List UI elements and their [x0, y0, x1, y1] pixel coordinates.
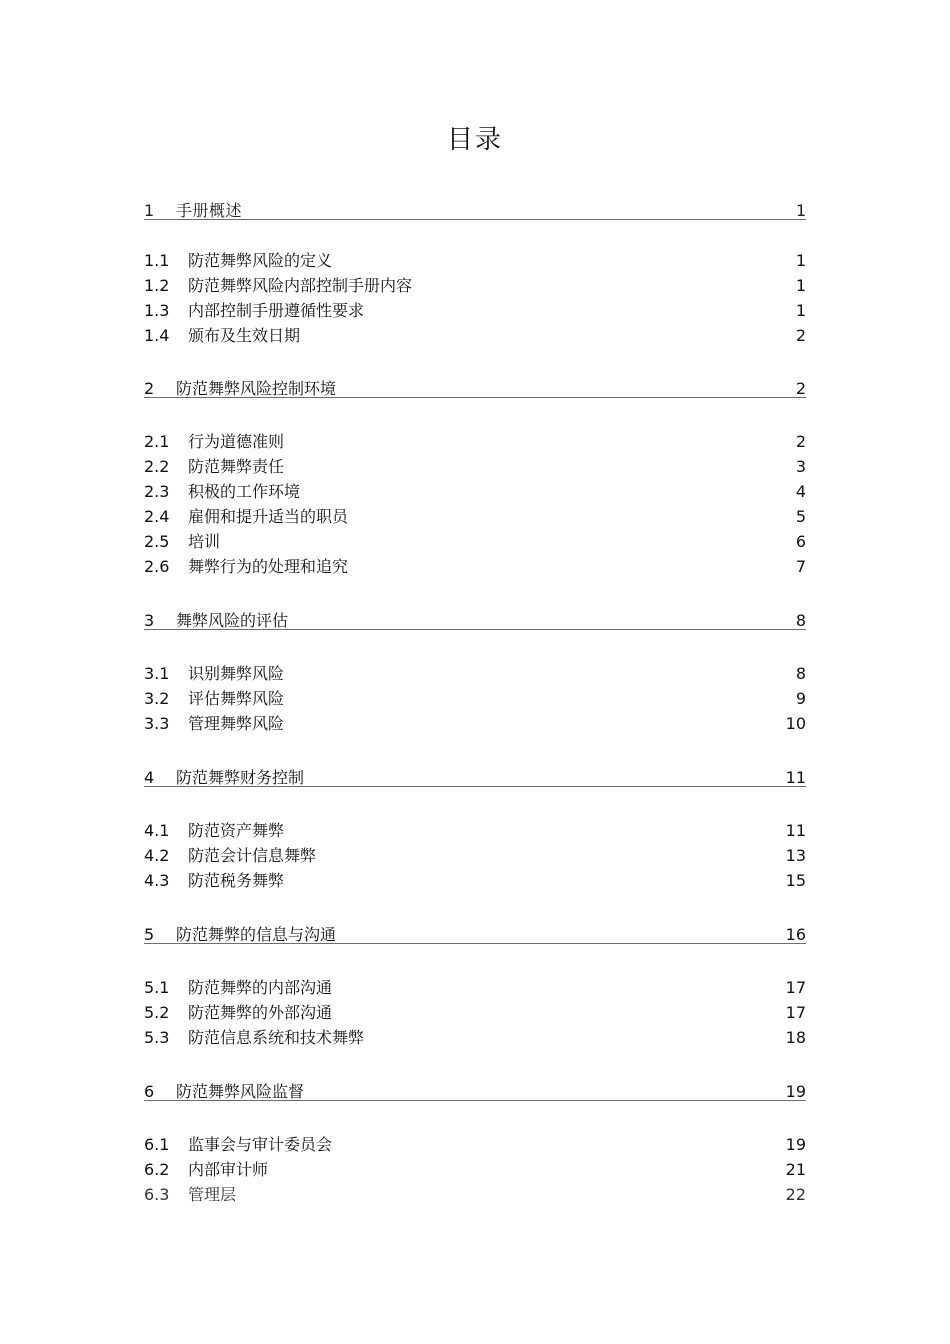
toc-label: 防范税务舞弊 — [188, 871, 285, 890]
toc-label: 雇佣和提升适当的职员 — [188, 507, 349, 526]
toc-number: 3 — [144, 611, 155, 630]
toc-section-5-1[interactable] — [144, 976, 806, 1000]
toc-number: 1.2 — [144, 276, 170, 295]
toc-label: 防范舞弊责任 — [188, 457, 285, 476]
toc-page: 5 — [795, 507, 806, 526]
toc-page: 15 — [785, 871, 806, 890]
page-title: 目录 — [446, 125, 503, 155]
toc-page: 3 — [795, 457, 806, 476]
toc-label: 防范舞弊风险控制环境 — [176, 379, 337, 398]
toc-label: 监事会与审计委员会 — [188, 1135, 333, 1154]
toc-number: 4.1 — [144, 821, 170, 840]
toc-section-4-2[interactable] — [144, 844, 806, 868]
toc-section-4-1[interactable] — [144, 819, 806, 843]
toc-label: 识别舞弊风险 — [188, 664, 285, 683]
toc-page: 18 — [785, 1028, 806, 1047]
toc-section-1-1[interactable] — [144, 249, 806, 273]
toc-section-5-3[interactable] — [144, 1026, 806, 1050]
toc-number: 2.2 — [144, 457, 170, 476]
toc-label: 防范舞弊的信息与沟通 — [176, 925, 337, 944]
toc-page: 1 — [795, 201, 806, 220]
toc-section-3-3[interactable] — [144, 712, 806, 736]
toc-number: 1 — [144, 201, 155, 220]
toc-label: 培训 — [188, 532, 221, 551]
toc-page: 4 — [795, 482, 806, 501]
toc-section-1-3[interactable] — [144, 299, 806, 323]
toc-number: 3.2 — [144, 689, 170, 708]
toc-page: 2 — [795, 379, 806, 398]
toc-page: 17 — [785, 978, 806, 997]
toc-number: 2.3 — [144, 482, 170, 501]
toc-page: 21 — [785, 1160, 806, 1179]
toc-label: 防范舞弊财务控制 — [176, 768, 305, 787]
toc-number: 4.3 — [144, 871, 170, 890]
toc-section-2-1[interactable] — [144, 430, 806, 454]
toc-number: 1.4 — [144, 326, 170, 345]
toc-section-2-6[interactable] — [144, 555, 806, 579]
toc-section-2-4[interactable] — [144, 505, 806, 529]
toc-page: 10 — [785, 714, 806, 733]
toc-label: 防范舞弊风险内部控制手册内容 — [188, 276, 413, 295]
toc-label: 内部审计师 — [188, 1160, 269, 1179]
toc-label: 防范舞弊的内部沟通 — [188, 978, 333, 997]
toc-section-2-3[interactable] — [144, 480, 806, 504]
toc-chapter-6[interactable] — [144, 1076, 806, 1101]
toc-page: 17 — [785, 1003, 806, 1022]
toc-section-1-2[interactable] — [144, 274, 806, 298]
toc-number: 5.3 — [144, 1028, 170, 1047]
toc-page: 13 — [785, 846, 806, 865]
toc-page: 6 — [795, 532, 806, 551]
toc-number: 6.1 — [144, 1135, 170, 1154]
toc-label: 防范信息系统和技术舞弊 — [188, 1028, 365, 1047]
toc-label: 防范会计信息舞弊 — [188, 846, 317, 865]
toc-page: 11 — [785, 821, 806, 840]
toc-chapter-5[interactable] — [144, 919, 806, 944]
toc-page: 2 — [795, 326, 806, 345]
toc-chapter-1[interactable] — [144, 195, 806, 220]
toc-page: 19 — [785, 1082, 806, 1101]
toc-page: 22 — [785, 1185, 806, 1204]
toc-section-6-3[interactable] — [144, 1183, 806, 1207]
toc-label: 舞弊行为的处理和追究 — [188, 557, 349, 576]
toc-number: 5.2 — [144, 1003, 170, 1022]
toc-number: 2.5 — [144, 532, 170, 551]
toc-page: 19 — [785, 1135, 806, 1154]
toc-number: 2.6 — [144, 557, 170, 576]
toc-label: 防范舞弊风险监督 — [176, 1082, 305, 1101]
toc-label: 积极的工作环境 — [188, 482, 301, 501]
toc-number: 2.4 — [144, 507, 170, 526]
toc-label: 管理舞弊风险 — [188, 714, 285, 733]
toc-section-6-1[interactable] — [144, 1133, 806, 1157]
toc-label: 管理层 — [188, 1185, 237, 1204]
toc-section-3-2[interactable] — [144, 687, 806, 711]
toc-page: 8 — [795, 611, 806, 630]
toc-number: 4.2 — [144, 846, 170, 865]
toc-number: 1.1 — [144, 251, 170, 270]
toc-label: 内部控制手册遵循性要求 — [188, 301, 365, 320]
toc-number: 5.1 — [144, 978, 170, 997]
toc-label: 舞弊风险的评估 — [176, 611, 289, 630]
toc-number: 6.3 — [144, 1185, 170, 1204]
toc-section-4-3[interactable] — [144, 869, 806, 893]
toc-number: 3.3 — [144, 714, 170, 733]
toc-page: 1 — [795, 276, 806, 295]
toc-number: 2.1 — [144, 432, 170, 451]
toc-page: 2 — [795, 432, 806, 451]
toc-number: 4 — [144, 768, 155, 787]
toc-number: 1.3 — [144, 301, 170, 320]
toc-number: 6 — [144, 1082, 155, 1101]
toc-section-3-1[interactable] — [144, 662, 806, 686]
toc-number: 5 — [144, 925, 155, 944]
toc-page: 1 — [795, 251, 806, 270]
toc-chapter-4[interactable] — [144, 762, 806, 787]
toc-section-2-5[interactable] — [144, 530, 806, 554]
toc-label: 评估舞弊风险 — [188, 689, 285, 708]
toc-label: 防范舞弊风险的定义 — [188, 251, 333, 270]
toc-page: 7 — [795, 557, 806, 576]
toc-page: 8 — [795, 664, 806, 683]
toc-page: 11 — [785, 768, 806, 787]
toc-page: 16 — [785, 925, 806, 944]
toc-section-6-2[interactable] — [144, 1158, 806, 1182]
toc-chapter-3[interactable] — [144, 605, 806, 630]
toc-label: 行为道德准则 — [188, 432, 285, 451]
toc-chapter-2[interactable] — [144, 373, 806, 398]
toc-label: 颁布及生效日期 — [188, 326, 301, 345]
toc-label: 手册概述 — [176, 201, 243, 220]
toc-section-1-4[interactable] — [144, 324, 806, 348]
toc-page: 1 — [795, 301, 806, 320]
toc-page: 9 — [795, 689, 806, 708]
toc-label: 防范资产舞弊 — [188, 821, 285, 840]
toc-section-2-2[interactable] — [144, 455, 806, 479]
toc-number: 3.1 — [144, 664, 170, 683]
toc-number: 2 — [144, 379, 155, 398]
toc-section-5-2[interactable] — [144, 1001, 806, 1025]
toc-label: 防范舞弊的外部沟通 — [188, 1003, 333, 1022]
toc-number: 6.2 — [144, 1160, 170, 1179]
